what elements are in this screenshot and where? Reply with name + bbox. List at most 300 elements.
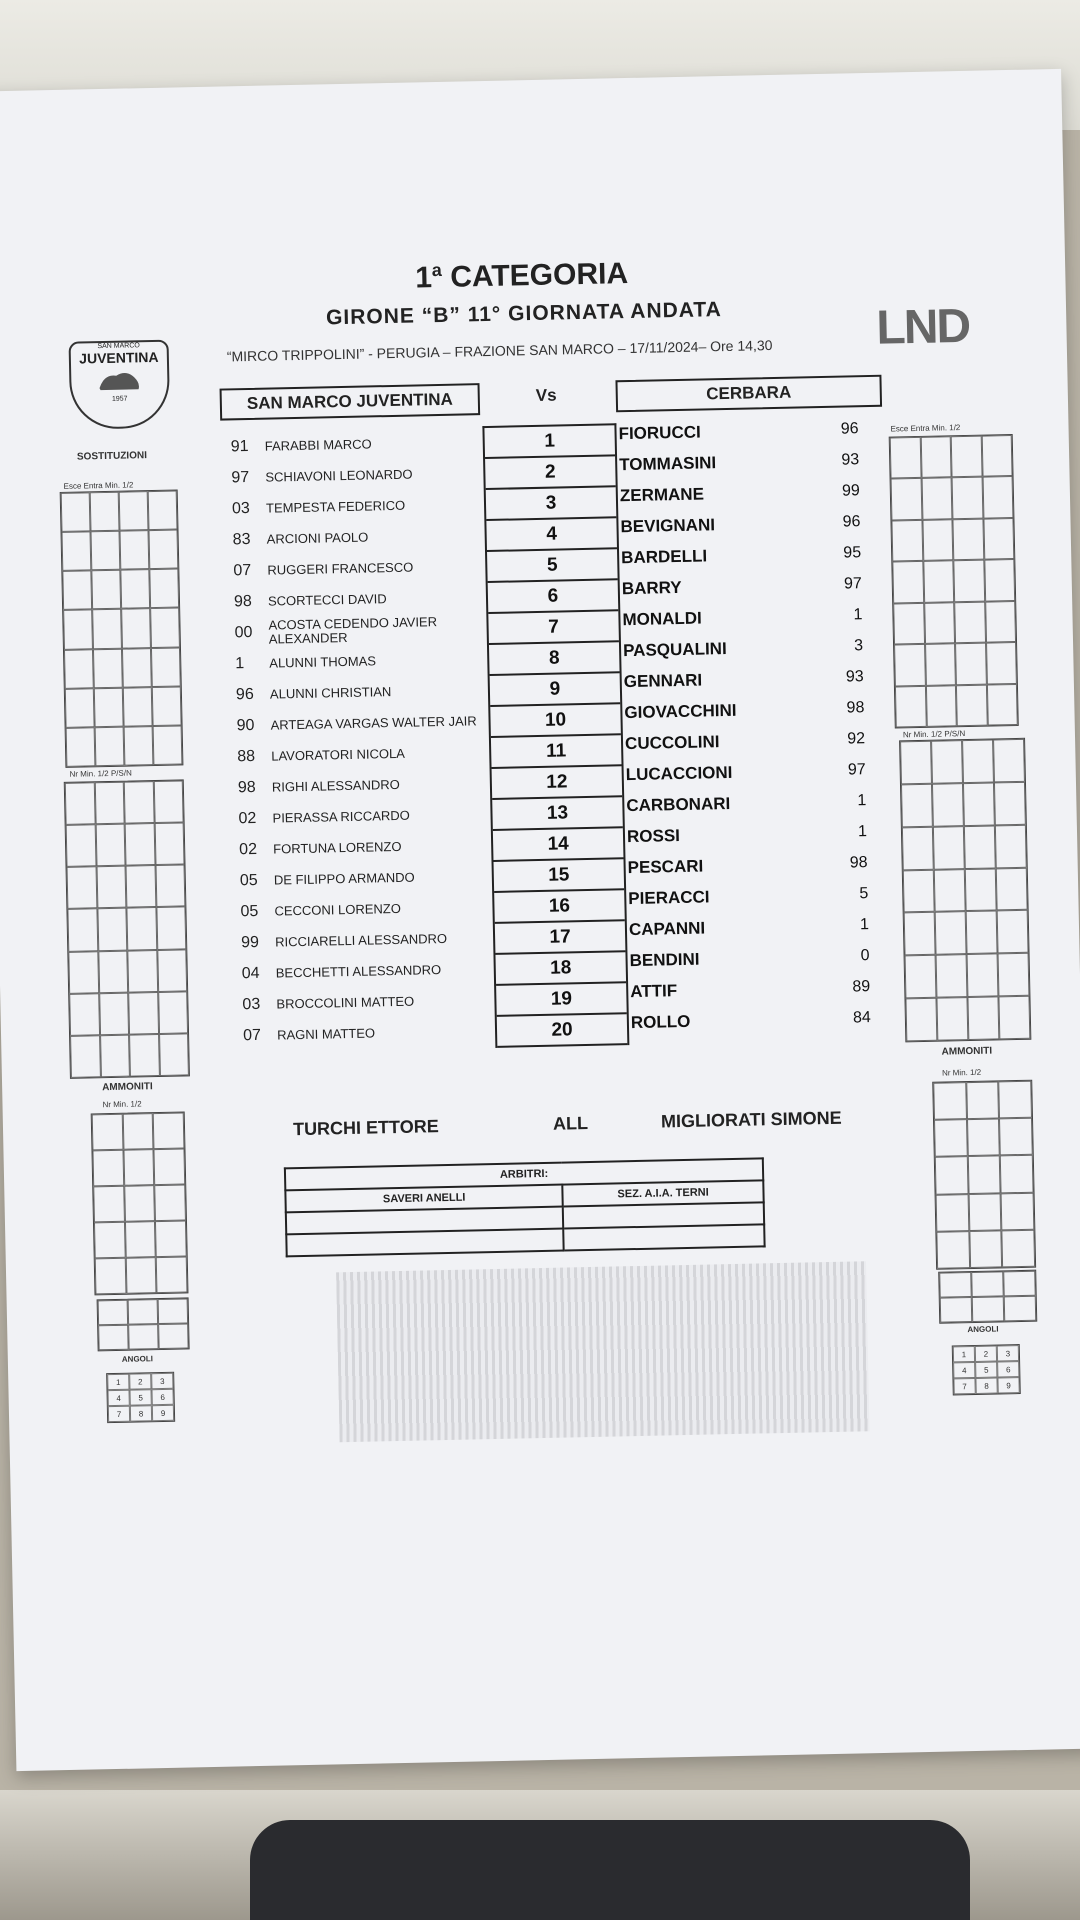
away-player-year: 3	[853, 636, 864, 654]
home-player-year: 90	[236, 716, 255, 734]
home-player-year: 99	[240, 933, 260, 951]
mid-header-right: Nr Min. 1/2 P/S/N	[902, 729, 966, 740]
grid-cell	[148, 530, 178, 570]
cautioned-header-left: Nr Min. 1/2	[102, 1099, 142, 1110]
grid-cell	[1001, 1192, 1034, 1230]
home-player-name: SCHIAVONI LEONARDO	[265, 466, 413, 485]
away-player-year: 97	[843, 574, 862, 593]
grid-cell	[905, 998, 937, 1041]
home-player-name: ARTEAGA VARGAS WALTER JAIR	[270, 713, 477, 733]
grid-cell	[153, 725, 183, 765]
home-player-row	[235, 645, 376, 679]
grid-cell	[154, 823, 184, 866]
mid-grid-right	[899, 738, 1031, 1043]
grid-cell	[68, 951, 98, 994]
home-player-row	[243, 1017, 376, 1051]
home-player-year: 03	[231, 499, 251, 517]
away-player-year: 92	[847, 729, 866, 748]
away-player-name: PESCARI	[627, 856, 704, 877]
grid-cell	[90, 492, 120, 532]
grid-cell	[925, 685, 956, 727]
grid-cell	[999, 1081, 1032, 1119]
home-player-year: 00	[234, 623, 253, 641]
grid-cell	[100, 1034, 130, 1077]
shirt-number-cell: 5	[487, 549, 618, 583]
grid-cell	[126, 865, 156, 908]
home-player-row	[237, 738, 405, 773]
home-player-row	[242, 986, 414, 1021]
away-player-name: GENNARI	[623, 670, 703, 691]
cautioned-grid-right	[932, 1080, 1036, 1270]
grid-cell	[893, 603, 924, 645]
grid-cell	[65, 688, 95, 728]
home-team-box: SAN MARCO JUVENTINA	[220, 383, 481, 420]
home-player-year: 05	[239, 871, 258, 889]
grid-cell	[128, 1299, 159, 1325]
grid-cell	[901, 784, 933, 827]
grid-cell	[971, 1271, 1004, 1297]
away-player-row	[627, 816, 868, 852]
away-player-row	[625, 754, 866, 790]
grid-cell	[122, 648, 152, 688]
grid-cell	[69, 993, 99, 1036]
home-player-name: RAGNI MATTEO	[276, 1025, 376, 1043]
away-player-name: LUCACCIONI	[625, 762, 733, 784]
away-player-name: PASQUALINI	[622, 638, 727, 660]
shirt-number-cell: 8	[489, 642, 620, 676]
grid-cell	[962, 739, 994, 782]
home-player-row	[230, 428, 372, 462]
grid-cell	[124, 1185, 155, 1222]
grid-cell	[982, 476, 1013, 518]
corner-cell: 6	[997, 1361, 1019, 1377]
grid-cell	[966, 911, 998, 954]
grid-cell	[902, 826, 934, 869]
home-player-name: RUGGERI FRANCESCO	[267, 559, 414, 578]
home-player-name: ALUNNI THOMAS	[269, 653, 377, 671]
home-player-year: 02	[239, 840, 258, 858]
grid-cell	[66, 824, 96, 867]
corners-grid-left	[106, 1372, 175, 1423]
grid-cell	[158, 991, 188, 1034]
lion-icon	[94, 365, 145, 396]
grid-cell	[923, 561, 954, 603]
grid-cell	[62, 571, 92, 611]
mid-header-left: Nr Min. 1/2 P/S/N	[69, 768, 132, 779]
grid-cell	[964, 825, 996, 868]
round-info: GIRONE “B” 11° GIORNATA ANDATA	[325, 298, 723, 330]
grid-cell	[157, 949, 187, 992]
corners-grid-right	[952, 1344, 1021, 1395]
away-player-year: 93	[845, 667, 864, 686]
grid-cell	[62, 531, 92, 571]
home-player-name: BECCHETTI ALESSANDRO	[275, 962, 442, 981]
away-player-row	[623, 630, 864, 666]
grid-cell	[158, 1298, 189, 1324]
grid-cell	[64, 649, 94, 689]
home-player-name: RIGHI ALESSANDRO	[271, 776, 400, 795]
grid-cell	[905, 955, 937, 998]
home-player-name: FORTUNA LORENZO	[273, 838, 402, 857]
grid-cell	[97, 908, 127, 951]
home-logo-small-text: SAN MARCO	[97, 342, 140, 351]
grid-cell	[936, 997, 968, 1040]
grid-cell	[92, 1114, 123, 1151]
grid-cell	[985, 601, 1016, 643]
shirt-number-cell: 14	[493, 828, 624, 862]
grid-cell	[99, 992, 129, 1035]
grid-cell	[968, 1193, 1001, 1231]
corner-cell: 4	[107, 1390, 129, 1406]
corner-cell: 4	[953, 1362, 975, 1378]
grid-cell	[933, 1082, 966, 1120]
away-player-row	[622, 599, 863, 635]
away-player-year: 98	[846, 698, 865, 717]
away-player-name: MONALDI	[622, 608, 702, 629]
away-player-row	[623, 661, 864, 697]
corner-cell: 5	[975, 1362, 997, 1378]
corner-cell: 1	[953, 1346, 975, 1362]
away-player-year: 96	[840, 419, 859, 438]
corner-cell: 8	[975, 1378, 997, 1394]
shirt-number-cell: 3	[486, 487, 617, 521]
home-player-year: 02	[238, 809, 257, 827]
grid-cell	[67, 909, 97, 952]
grid-cell	[986, 684, 1017, 726]
grid-cell	[967, 1119, 1000, 1157]
grid-cell	[903, 869, 935, 912]
grid-cell	[153, 780, 183, 823]
grid-cell	[96, 866, 126, 909]
grid-cell	[956, 684, 987, 726]
grid-cell	[120, 569, 150, 609]
grid-cell	[996, 867, 1028, 910]
grid-cell	[155, 865, 185, 908]
shirt-number-cell: 7	[488, 611, 619, 645]
grid-cell	[153, 1112, 184, 1149]
away-player-row	[626, 785, 867, 821]
corners-label-left: ANGOLI	[121, 1354, 154, 1364]
home-player-name: LAVORATORI NICOLA	[271, 745, 406, 764]
home-player-row	[231, 459, 413, 494]
grid-cell	[155, 1184, 186, 1221]
away-player-name: CUCCOLINI	[624, 731, 720, 753]
grid-cell	[965, 868, 997, 911]
grid-cell	[1003, 1271, 1036, 1297]
grid-cell	[894, 644, 925, 686]
shirt-number-cell: 13	[492, 797, 623, 831]
away-player-year: 95	[843, 543, 862, 562]
home-player-name: ARCIONI PAOLO	[266, 529, 369, 547]
grid-cell	[94, 1222, 125, 1259]
home-player-year: 98	[233, 592, 252, 610]
grid-cell	[935, 1156, 968, 1194]
grid-cell	[895, 685, 926, 727]
grid-cell	[91, 570, 121, 610]
grid-cell	[981, 435, 1012, 477]
home-player-name: RICCIARELLI ALESSANDRO	[274, 930, 448, 950]
away-player-name: ATTIF	[630, 980, 678, 1001]
home-player-row	[232, 522, 368, 556]
grid-cell	[924, 602, 955, 644]
away-player-year: 96	[842, 512, 861, 531]
substitutions-label: SOSTITUZIONI	[76, 450, 148, 463]
away-player-name: ZERMANE	[619, 483, 705, 505]
away-player-row	[625, 723, 866, 759]
shirt-number-cell: 12	[492, 766, 623, 800]
home-player-row	[233, 552, 414, 587]
shirt-number-cell: 6	[488, 580, 619, 614]
grid-cell	[995, 824, 1027, 867]
away-player-row	[627, 847, 868, 883]
home-logo-year: 1957	[111, 395, 128, 403]
grid-cell	[129, 1034, 159, 1077]
away-team-box: CERBARA	[615, 375, 882, 413]
away-player-year: 1	[853, 605, 863, 623]
grid-cell	[932, 783, 964, 826]
grid-cell	[999, 1118, 1032, 1156]
lnd-logo: LND	[875, 299, 970, 355]
grid-cell	[891, 478, 922, 520]
home-player-row	[238, 800, 410, 835]
away-player-year: 1	[859, 915, 870, 933]
away-player-year: 93	[841, 450, 860, 469]
grid-cell	[93, 1186, 124, 1223]
grid-cell	[890, 437, 921, 479]
home-player-row	[236, 676, 392, 710]
home-player-year: 88	[237, 747, 256, 765]
home-player-name: TEMPESTA FEDERICO	[265, 497, 406, 516]
away-player-year: 98	[849, 853, 868, 871]
shirt-number-column	[482, 423, 629, 1048]
shirt-number-cell: 17	[495, 921, 626, 955]
corner-cell: 6	[151, 1389, 173, 1405]
corner-cell: 3	[997, 1345, 1019, 1361]
corner-cell: 9	[997, 1377, 1019, 1393]
away-player-name: FIORUCCI	[618, 422, 701, 443]
home-player-name: DE FILIPPO ARMANDO	[273, 869, 415, 888]
home-player-row	[241, 923, 448, 958]
corner-cell: 2	[975, 1346, 997, 1362]
sub-header-left: Esce Entra Min. 1/2	[63, 480, 134, 491]
home-player-row	[240, 862, 415, 897]
home-player-row	[234, 613, 459, 649]
grid-cell	[156, 907, 186, 950]
grid-cell	[936, 1231, 969, 1269]
grid-cell	[954, 601, 985, 643]
home-player-name: ALUNNI CHRISTIAN	[269, 684, 392, 702]
grid-cell	[951, 436, 982, 478]
grid-cell	[966, 1081, 999, 1119]
away-player-name: CARBONARI	[626, 793, 731, 815]
grid-cell	[122, 1113, 153, 1150]
cautioned-label-left: AMMONITI	[102, 1081, 153, 1094]
grid-cell	[94, 687, 124, 727]
mid-grid-left	[64, 779, 190, 1078]
match-sheet	[0, 69, 1080, 1771]
grid-cell	[127, 950, 157, 993]
home-player-row	[236, 705, 477, 741]
away-player-year: 0	[860, 946, 870, 964]
corner-cell: 7	[953, 1378, 975, 1394]
corner-cell: 5	[129, 1389, 151, 1405]
extra-grid-right	[938, 1270, 1037, 1324]
grid-cell	[940, 1297, 973, 1323]
grid-cell	[935, 911, 967, 954]
vs-label: Vs	[535, 385, 557, 405]
referee-name: SAVERI ANELLI	[285, 1185, 563, 1213]
away-player-row	[629, 909, 870, 945]
grid-cell	[123, 687, 153, 727]
grid-cell	[998, 953, 1030, 996]
shirt-number-cell: 18	[495, 952, 626, 986]
grid-cell	[150, 608, 180, 648]
extra-grid-left	[97, 1297, 190, 1351]
grid-cell	[994, 782, 1026, 825]
grid-cell	[934, 1119, 967, 1157]
grid-cell	[149, 569, 179, 609]
home-player-year: 96	[235, 685, 254, 703]
away-player-row	[620, 506, 861, 542]
grid-cell	[939, 1272, 972, 1298]
grid-cell	[95, 727, 125, 767]
grid-cell	[158, 1323, 189, 1349]
grid-cell	[156, 1256, 187, 1293]
away-player-row	[621, 537, 862, 573]
away-player-name: BARRY	[621, 577, 682, 598]
grid-cell	[967, 1156, 1000, 1194]
coach-label: ALL	[552, 1113, 589, 1134]
grid-cell	[931, 740, 963, 783]
grid-cell	[124, 726, 154, 766]
grid-cell	[900, 741, 932, 784]
grid-cell	[1004, 1296, 1037, 1322]
home-player-row	[232, 490, 406, 525]
grid-cell	[967, 997, 999, 1040]
away-player-year: 1	[857, 791, 867, 809]
shirt-number-cell: 4	[486, 518, 617, 552]
grid-cell	[120, 530, 150, 570]
away-player-row	[624, 692, 865, 728]
home-player-year: 05	[240, 902, 259, 920]
cautioned-grid-left	[91, 1111, 189, 1295]
grid-cell	[67, 867, 97, 910]
away-player-name: TOMMASINI	[619, 452, 717, 474]
grid-cell	[155, 1220, 186, 1257]
grid-cell	[934, 869, 966, 912]
grid-cell	[128, 992, 158, 1035]
corner-cell: 1	[107, 1374, 129, 1390]
home-player-year: 07	[242, 1026, 262, 1044]
page-title: 1$^a$ CATEGORIA	[414, 257, 629, 295]
grid-cell	[1002, 1229, 1035, 1267]
substitutions-grid-left	[60, 489, 184, 767]
grid-cell	[148, 491, 178, 531]
grid-cell	[66, 727, 96, 767]
home-player-row	[241, 954, 441, 989]
away-coach: MIGLIORATI SIMONE	[660, 1107, 842, 1132]
grid-cell	[125, 1221, 156, 1258]
away-player-row	[630, 971, 871, 1007]
grid-cell	[159, 1033, 189, 1076]
home-player-year: 83	[232, 530, 251, 548]
home-player-row	[234, 583, 387, 617]
grid-cell	[94, 782, 124, 825]
away-player-row	[629, 940, 870, 976]
home-player-name: BROCCOLINI MATTEO	[276, 993, 415, 1012]
grid-cell	[936, 1194, 969, 1232]
grid-cell	[997, 910, 1029, 953]
away-player-row	[618, 413, 859, 449]
away-player-name: ROSSI	[626, 825, 681, 846]
grid-cell	[955, 643, 986, 685]
referee-section: SEZ. A.I.A. TERNI	[563, 1180, 764, 1206]
grid-cell	[969, 1230, 1002, 1268]
home-player-year: 97	[231, 468, 250, 486]
home-player-year: 03	[242, 995, 261, 1013]
shirt-number-cell: 1	[484, 425, 615, 459]
corner-cell: 3	[151, 1373, 173, 1389]
away-player-name: BARDELLI	[620, 545, 708, 567]
grid-cell	[967, 954, 999, 997]
home-player-year: 1	[235, 654, 245, 672]
home-player-name: FARABBI MARCO	[264, 436, 372, 454]
home-player-row	[238, 769, 400, 803]
shirt-number-cell: 11	[491, 735, 622, 769]
shirt-number-cell: 19	[496, 983, 627, 1017]
away-player-name: GIOVACCHINI	[624, 700, 737, 722]
away-player-name: CAPANNI	[628, 918, 706, 939]
grid-cell	[921, 478, 952, 520]
grid-cell	[98, 950, 128, 993]
grid-cell	[124, 781, 154, 824]
home-player-row	[239, 831, 402, 865]
grid-cell	[93, 648, 123, 688]
corner-cell: 2	[129, 1373, 151, 1389]
home-player-name: ACOSTA CEDENDO JAVIER ALEXANDER	[268, 613, 438, 647]
away-player-row	[621, 568, 862, 604]
grid-cell	[920, 436, 951, 478]
corner-cell: 7	[108, 1406, 130, 1422]
referees-table	[284, 1157, 766, 1257]
grid-cell	[65, 782, 95, 825]
home-player-year: 98	[237, 778, 256, 796]
home-club-logo	[69, 340, 171, 430]
away-player-name: ROLLO	[630, 1011, 691, 1032]
shirt-number-cell: 15	[494, 859, 625, 893]
sub-header-right: Esce Entra Min. 1/2	[890, 423, 961, 434]
home-player-year: 04	[241, 964, 260, 982]
grid-cell	[986, 642, 1017, 684]
grid-cell	[92, 1150, 123, 1187]
home-player-name: SCORTECCI DAVID	[267, 591, 387, 609]
grid-cell	[925, 643, 956, 685]
grid-cell	[95, 1258, 126, 1295]
home-logo-text: JUVENTINA	[79, 348, 159, 367]
substitutions-grid-right	[889, 434, 1019, 729]
cautioned-label-right: AMMONITI	[941, 1045, 993, 1058]
grid-cell	[151, 647, 181, 687]
grid-cell	[95, 824, 125, 867]
away-player-row	[631, 1002, 872, 1038]
grid-cell	[121, 609, 151, 649]
corner-cell: 8	[130, 1405, 152, 1421]
away-player-row	[628, 878, 869, 914]
redacted-area	[336, 1261, 869, 1442]
corner-cell: 9	[152, 1405, 174, 1421]
grid-cell	[91, 531, 121, 571]
shirt-number-cell: 16	[494, 890, 625, 924]
